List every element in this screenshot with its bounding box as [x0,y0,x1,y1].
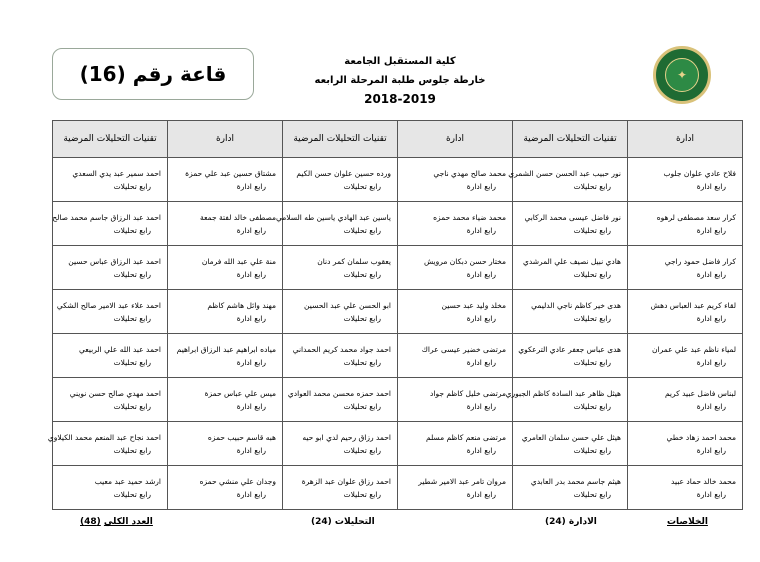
student-name: كرار سعد مصطفى لرهوه [656,212,736,222]
seat-cell [53,246,168,290]
room-number-box [52,48,254,100]
student-stage: رابع تحليلات [343,269,381,279]
room-number-label: قاعة رقم (16) [79,62,227,86]
table-row [53,246,743,290]
student-stage: رابع تحليلات [573,357,611,367]
seat-cell [53,334,168,378]
student-name: احمد رزاق رحيم لدي ابو حيه [302,432,391,442]
student-stage: رابع تحليلات [113,181,151,191]
seat-cell [398,290,513,334]
student-stage: رابع تحليلات [113,269,151,279]
seat-cell [505,378,628,422]
student-stage: رابع ادارة [466,357,496,367]
college-seal-icon [653,46,711,104]
seat-cell [628,290,743,334]
page-header [300,52,500,109]
column-header: ادارة [398,121,513,158]
seat-cell [53,290,168,334]
student-stage: رابع ادارة [236,181,266,191]
student-name: لقاء كريم عبد العباس دهش [650,300,736,310]
seat-cell [513,466,628,510]
student-stage: رابع تحليلات [343,445,381,455]
student-name: لبناس فاضل عبيد كريم [664,388,736,398]
seat-cell [513,246,628,290]
column-header: ادارة [628,121,743,158]
student-stage: رابع ادارة [236,489,266,499]
table-row [53,422,743,466]
student-stage: رابع تحليلات [343,357,381,367]
student-name: هادي نبيل نصيف علي المرشدي [522,256,621,266]
grand-total [80,517,153,527]
student-name: مهند وائل هاشم كاظم [207,300,276,310]
student-name: يعقوب سلمان كمر دنان [317,256,391,266]
student-stage: رابع تحليلات [343,225,381,235]
student-stage: رابع تحليلات [113,313,151,323]
column-header: تقنيات التحليلات المرضية [283,121,398,158]
analysis-total: التحليلات (24) [311,517,375,527]
student-stage: رابع ادارة [696,489,726,499]
student-stage: رابع تحليلات [113,445,151,455]
student-stage: رابع ادارة [236,313,266,323]
student-name: محمد صالح مهدي ناجي [433,168,506,178]
seat-cell [283,334,398,378]
student-name: منة علي عبد الله فرمان [201,256,276,266]
seat-cell [508,158,628,202]
seat-cell [513,422,628,466]
student-name: ميس علي عباس حمزة [204,388,276,398]
student-stage: رابع تحليلات [573,225,611,235]
seat-cell [628,202,743,246]
student-stage: رابع ادارة [696,225,726,235]
seat-cell [628,378,743,422]
student-stage: رابع ادارة [466,445,496,455]
seat-cell [283,158,398,202]
student-name: هبه قاسم حبيب حمزه [207,432,276,442]
summary-label: الخلاصات [667,517,708,527]
seat-cell [398,378,513,422]
student-stage: رابع تحليلات [113,489,151,499]
student-name: مشتاق حسين عبد علي حمزة [185,168,276,178]
student-name: مرتضى خليل كاظم جواد [430,388,506,398]
seat-cell [168,290,283,334]
student-name: مياده ابراهيم عبد الرزاق ابراهيم [176,344,276,354]
student-stage: رابع ادارة [696,401,726,411]
seating-table [47,120,743,510]
seat-cell [628,246,743,290]
student-name: مروان تامر عبد الامير شطير [418,476,506,486]
academic-year: 2018-2019 [364,92,436,106]
seat-cell [513,290,628,334]
seat-cell [628,422,743,466]
student-name: مصطفى خالد لفتة جمعة [200,212,276,222]
student-stage: رابع ادارة [236,225,266,235]
student-stage: رابع ادارة [236,269,266,279]
admin-total: الادارة (24) [545,517,597,527]
student-name: نور فاضل عيسى محمد الركابي [524,212,621,222]
grand-total-label: العدد الكلي [103,517,153,527]
student-name: محمد احمد زهاد خطي [666,432,736,442]
table-row [53,158,743,202]
student-name: مختار حسن دبكان مرويش [423,256,506,266]
student-name: هيثل علي حسن سلمان العامري [521,432,621,442]
table-header-row [53,121,743,158]
student-name: ورده حسين علوان حسن الكيم [296,168,391,178]
student-stage: رابع ادارة [696,181,726,191]
seat-cell [168,158,283,202]
seat-cell [398,422,513,466]
student-name: احمد سمير عبد يدي السعدي [72,168,161,178]
seat-cell [513,334,628,378]
seat-cell [283,378,398,422]
seat-cell [168,422,283,466]
seat-cell [47,422,168,466]
student-stage: رابع ادارة [236,401,266,411]
student-name: ارشد حميد عبد معيب [94,476,161,486]
student-stage: رابع تحليلات [113,401,151,411]
student-stage: رابع تحليلات [573,269,611,279]
seat-cell [53,202,168,246]
college-name: كلية المستقبل الجامعة [344,56,456,67]
seat-cell [168,246,283,290]
student-name: احمد حمزه محسن محمد العوادي [287,388,391,398]
student-stage: رابع ادارة [696,269,726,279]
table-row [53,334,743,378]
student-name: احمد عبد الله علي الربيعي [78,344,161,354]
seat-cell [398,334,513,378]
seat-cell [168,202,283,246]
table-row [53,466,743,510]
student-name: هدى خير كاظم ناجي الدليمي [531,300,621,310]
seat-cell [276,202,398,246]
column-header: ادارة [168,121,283,158]
seat-cell [283,290,398,334]
seat-cell [283,246,398,290]
student-stage: رابع تحليلات [113,357,151,367]
student-name: ياسين عبد الهادي ياسين طه السلامي [276,212,391,222]
grand-total-value: (48) [80,517,101,527]
student-stage: رابع ادارة [466,225,496,235]
student-name: احمد علاء عبد الامير صالح الشكي [56,300,161,310]
student-stage: رابع ادارة [466,489,496,499]
seat-cell [513,202,628,246]
student-name: هيثل ظاهر عبد السادة كاظم الجبوري [505,388,621,398]
student-stage: رابع تحليلات [343,401,381,411]
student-name: وجدان علي منشي حمزه [199,476,276,486]
student-name: هدى عباس جعفر عادي الترعكوي [518,344,621,354]
seat-cell [398,246,513,290]
student-stage: رابع تحليلات [343,181,381,191]
seat-cell [53,378,168,422]
student-name: مرتضى منعم كاظم مسلم [425,432,506,442]
student-stage: رابع تحليلات [343,313,381,323]
student-stage: رابع تحليلات [573,489,611,499]
page-subtitle: خارطة جلوس طلبة المرحلة الرابعه [314,75,486,86]
student-name: احمد عبد الرزاق عباس حسين [68,256,161,266]
student-name: احمد نجاح عبد المنعم محمد الكيلاوي [47,432,161,442]
seat-cell [168,334,283,378]
seat-cell [398,158,513,202]
student-name: احمد عبد الرزاق جاسم محمد صالح [52,212,161,222]
student-name: ابو الحسن علي عبد الحسين [304,300,391,310]
seat-cell [398,202,513,246]
student-stage: رابع تحليلات [573,445,611,455]
student-stage: رابع ادارة [466,269,496,279]
student-stage: رابع تحليلات [343,489,381,499]
seat-cell [168,378,283,422]
seal-emblem-icon: ✦ [676,68,688,82]
student-name: احمد مهدي صالح حسن نويني [69,388,161,398]
table-row [53,202,743,246]
student-stage: رابع ادارة [466,181,496,191]
seat-cell [628,158,743,202]
seat-cell [628,466,743,510]
student-name: نور حبيب عبد الحسن حسن الشمري [508,168,621,178]
column-header: تقنيات التحليلات المرضية [513,121,628,158]
student-stage: رابع تحليلات [573,181,611,191]
seat-cell [53,158,168,202]
seal-inner [665,58,699,92]
table-row [53,290,743,334]
student-stage: رابع ادارة [696,357,726,367]
seat-cell [283,422,398,466]
student-name: احمد جواد محمد كريم الحمداني [292,344,391,354]
seat-cell [283,466,398,510]
student-stage: رابع ادارة [466,313,496,323]
student-name: محمد ضياء محمد حمزه [433,212,506,222]
seat-cell [398,466,513,510]
student-stage: رابع تحليلات [573,313,611,323]
student-stage: رابع ادارة [466,401,496,411]
seat-cell [168,466,283,510]
student-stage: رابع ادارة [236,445,266,455]
student-name: مرتضى خضير عيسى عراك [421,344,506,354]
student-name: هيثم جاسم محمد بدر العابدي [530,476,621,486]
table-row [53,378,743,422]
student-stage: رابع ادارة [696,313,726,323]
student-name: محمد خالد حماد عبيد [671,476,736,486]
student-name: لمياء ناظم عبد علي عمران [652,344,736,354]
student-stage: رابع ادارة [696,445,726,455]
student-name: مخلد وليد عبد حسين [441,300,506,310]
column-header: تقنيات التحليلات المرضية [53,121,168,158]
student-stage: رابع ادارة [236,357,266,367]
student-stage: رابع تحليلات [113,225,151,235]
student-stage: رابع تحليلات [573,401,611,411]
seat-cell [53,466,168,510]
seat-cell [628,334,743,378]
student-name: احمد رزاق علوان عبد الزهرة [301,476,391,486]
student-name: فلاح عادي علوان جلوب [663,168,736,178]
student-name: كرار فاضل حمود راجي [664,256,736,266]
